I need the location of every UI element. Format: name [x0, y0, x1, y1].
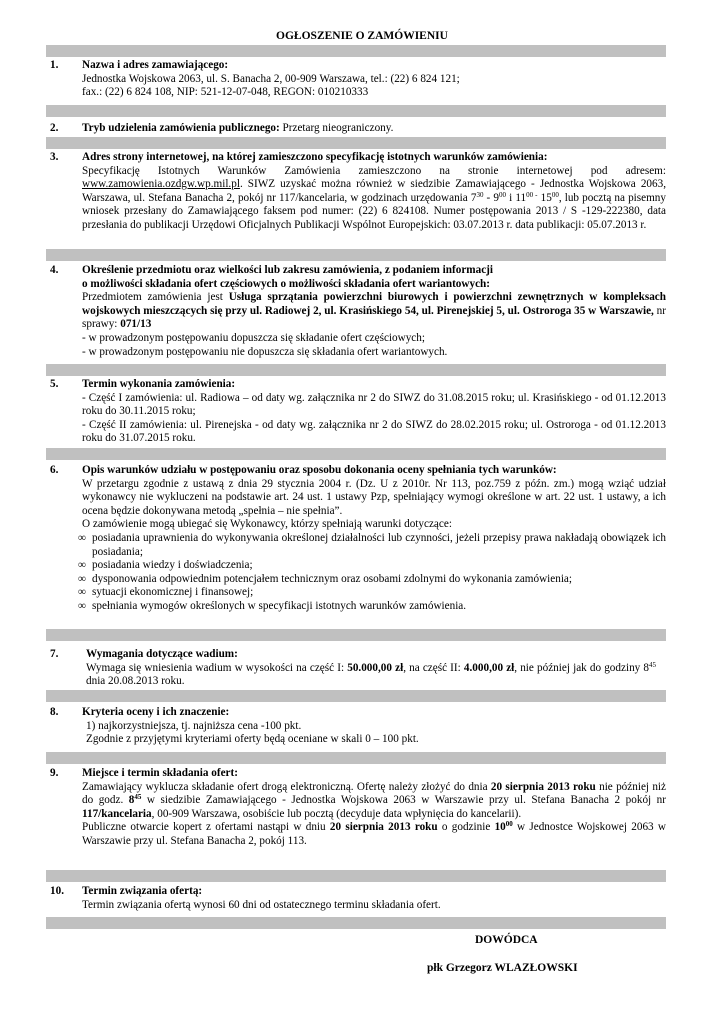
- section-heading: o możliwości składania ofert częściowych o możliwości składania ofert wariantowych:: [82, 277, 490, 290]
- section-heading: Wymagania dotyczące wadium:: [86, 648, 238, 660]
- section-7: [46, 648, 666, 689]
- section-6: [46, 464, 666, 614]
- section-5: [46, 378, 666, 446]
- submission-text: Zamawiający wyklucza składanie ofert drogą elektroniczną. Ofertę należy złożyć do dnia 20 sierpnia 2013 roku nie później niż do godz. $8^{45}$ w siedzibie Zamawiającego - Jednostka Wojskowa 2063 w Warszawie przy ul. Stefana Banacha 2 pokój nr 117/kancelaria, 00-909 Warszawa, osobiście lub pocztą (decyduje data wpłynięcia do kancelarii).: [82, 780, 667, 820]
- section-heading: Określenie przedmiotu oraz wielkości lub zakresu zamówienia, z podaniem informacji: [82, 264, 494, 276]
- bullet-icon: ∞: [78, 531, 86, 544]
- section-text: W przetargu zgodnie z ustawą z dnia 29 stycznia 2004 r. (Dz. U z 2010r. Nr 113, poz.759 z późn. zm.) mogą wziąć udział wykonawcy nie wykluczeni na podstawie art. 24 ust. 1 ustawy Pzp, spełniający wymogi określone w art. 22 ust. 1 ustawy, a ich ocena będzie dokonywana metodą „spełnia – nie spełnia”.: [82, 477, 666, 517]
- section-separator: [46, 917, 666, 929]
- section-separator: [46, 870, 666, 882]
- section-heading: Tryb udzielenia zamówienia publicznego:: [82, 122, 280, 134]
- website-link[interactable]: www.zamowienia.ozdgw.wp.mil.pl: [82, 178, 240, 191]
- section-8: [46, 706, 666, 747]
- address-line: Jednostka Wojskowa 2063, ul. S. Banacha 2, 00-909 Warszawa, tel.: (22) 6 824 121;: [82, 72, 460, 85]
- section-separator: [46, 690, 666, 702]
- signatory-name: płk Grzegorz WLAZŁOWSKI: [427, 962, 578, 974]
- signatory-title: DOWÓDCA: [475, 934, 538, 946]
- section-separator: [46, 137, 666, 149]
- list-item: ∞ dysponowania odpowiednim potencjałem technicznym oraz osobami zdolnymi do wykonania zamówienia;: [78, 572, 573, 585]
- section-number: 8.: [50, 706, 59, 718]
- subject-text: Przedmiotem zamówienia jest Usługa sprzątania powierzchni biurowych i powierzchni zewnętrznych w kompleksach wojskowych mieszczących się przy ul. Radiowej 2, ul. Krasińskiego 54, ul. Pirenejskiej 5, ul. Ostroroga 35 w Warszawie, nr sprawy: 071/13: [82, 291, 666, 331]
- section-number: 10.: [50, 885, 64, 897]
- section-text: Specyfikację Istotnych Warunków Zamówienia zamieszczono na stronie internetowej pod adresem: www.zamowienia.ozdgw.wp.mil.pl. SIWZ uzyskać można również w siedzibie Zamawiającego - Jednostka Wojskowa 2063, Warszawa, ul. Stefana Banacha 2, pokój nr 117/kancelaria, w godzinach urzędowania $7^{30} - 9^{00}$ i $11^{00 -}$ $15^{00}$, lub pocztą na pisemny wniosek przesłany do Zamawiającego faksem pod numer: (22) 6 824108. Numer postępowania 2013 / S -129-222380, data przesłania do publikacji Urzędowi Oficjalnych Publikacji Wspólnot Europejskich: 03.07.2013 r. data publikacji: 05.07.2013 r.: [82, 164, 666, 231]
- section-text: O zamówienie mogą ubiegać się Wykonawcy, którzy spełniają warunki dotyczące:: [82, 518, 452, 531]
- criterion-note: Zgodnie z przyjętymi kryteriami oferty będą oceniane w skali 0 – 100 pkt.: [86, 733, 419, 746]
- section-number: 3.: [50, 151, 59, 163]
- section-heading: Kryteria oceny i ich znaczenie:: [82, 706, 230, 718]
- section-2: [46, 122, 666, 136]
- section-heading: Termin związania ofertą:: [82, 885, 203, 897]
- section-4: [46, 264, 666, 359]
- deposit-text: Wymaga się wniesienia wadium w wysokości na część I: 50.000,00 zł, na część II: 4.000,00 zł, nie później jak do godziny $8^{45}$ dnia 20.08.2013 roku.: [86, 660, 656, 688]
- section-separator: [46, 364, 666, 376]
- section-number: 4.: [50, 264, 59, 276]
- section-1: [46, 59, 666, 100]
- section-separator: [46, 752, 666, 764]
- list-item: ∞ posiadania wiedzy i doświadczenia;: [78, 559, 253, 572]
- procedure-mode: Przetarg nieograniczony.: [279, 122, 394, 134]
- section-heading: Nazwa i adres zamawiającego:: [82, 59, 229, 71]
- list-item: ∞ posiadania uprawnienia do wykonywania określonej działalności lub czynności, jeżeli przepisy prawa nakładają obowiązek ich posiadania;: [78, 531, 666, 558]
- section-separator: [46, 448, 666, 460]
- bullet-icon: ∞: [78, 586, 86, 599]
- conditions-list: [78, 532, 666, 614]
- contact-line: fax.: (22) 6 824 108, NIP: 521-12-07-048, REGON: 010210333: [82, 86, 369, 99]
- bullet-icon: ∞: [78, 599, 86, 612]
- section-number: 7.: [50, 648, 59, 660]
- section-heading: Opis warunków udziału w postępowaniu oraz sposobu dokonania oceny spełniania tych warunków:: [82, 464, 557, 476]
- section-number: 2.: [50, 122, 59, 134]
- section-text: Termin związania ofertą wynosi 60 dni od ostatecznego terminu składania ofert.: [82, 898, 441, 911]
- opening-text: Publiczne otwarcie kopert z ofertami nastąpi w dniu 20 sierpnia 2013 roku o godzinie $10^{00}$ w Jednostce Wojskowej 2063 w Warszawie przy ul. Stefana Banacha 2, pokój 113.: [82, 820, 666, 847]
- section-heading: Miejsce i termin składania ofert:: [82, 767, 238, 779]
- section-separator: [46, 105, 666, 117]
- section-heading: Termin wykonania zamówienia:: [82, 378, 236, 390]
- list-item: ∞ sytuacji ekonomicznej i finansowej;: [78, 586, 254, 599]
- section-number: 1.: [50, 59, 59, 71]
- list-item: - Część II zamówienia: ul. Pirenejska - od daty wg. załącznika nr 2 do SIWZ do 28.02.2015 roku; ul. Ostroroga - od 01.12.2013 roku do 31.07.2015 roku.: [82, 418, 666, 445]
- section-9: [46, 767, 666, 849]
- criterion-item: 1) najkorzystniejsza, tj. najniższa cena -100 pkt.: [86, 719, 302, 732]
- list-item: - w prowadzonym postępowaniu nie dopuszcza się składania ofert wariantowych.: [82, 345, 448, 358]
- section-separator: [46, 45, 666, 57]
- section-separator: [46, 249, 666, 261]
- section-number: 5.: [50, 378, 59, 390]
- list-item: - w prowadzonym postępowaniu dopuszcza się składanie ofert częściowych;: [82, 331, 425, 344]
- section-heading: Adres strony internetowej, na której zamieszczono specyfikację istotnych warunków zamówienia:: [82, 151, 548, 163]
- section-number: 6.: [50, 464, 59, 476]
- section-separator: [46, 629, 666, 641]
- list-item: ∞ spełniania wymogów określonych w specyfikacji istotnych warunków zamówienia.: [78, 599, 467, 612]
- section-3: [46, 151, 666, 233]
- bullet-icon: ∞: [78, 559, 86, 572]
- section-10: [46, 885, 666, 912]
- bullet-icon: ∞: [78, 572, 86, 585]
- section-number: 9.: [50, 767, 59, 779]
- document-title: OGŁOSZENIE O ZAMÓWIENIU: [276, 30, 448, 42]
- list-item: - Część I zamówienia: ul. Radiowa – od daty wg. załącznika nr 2 do SIWZ do 31.08.2015 roku; ul. Krasińskiego - od 01.12.2013 roku do 30.11.2015 roku;: [82, 391, 666, 418]
